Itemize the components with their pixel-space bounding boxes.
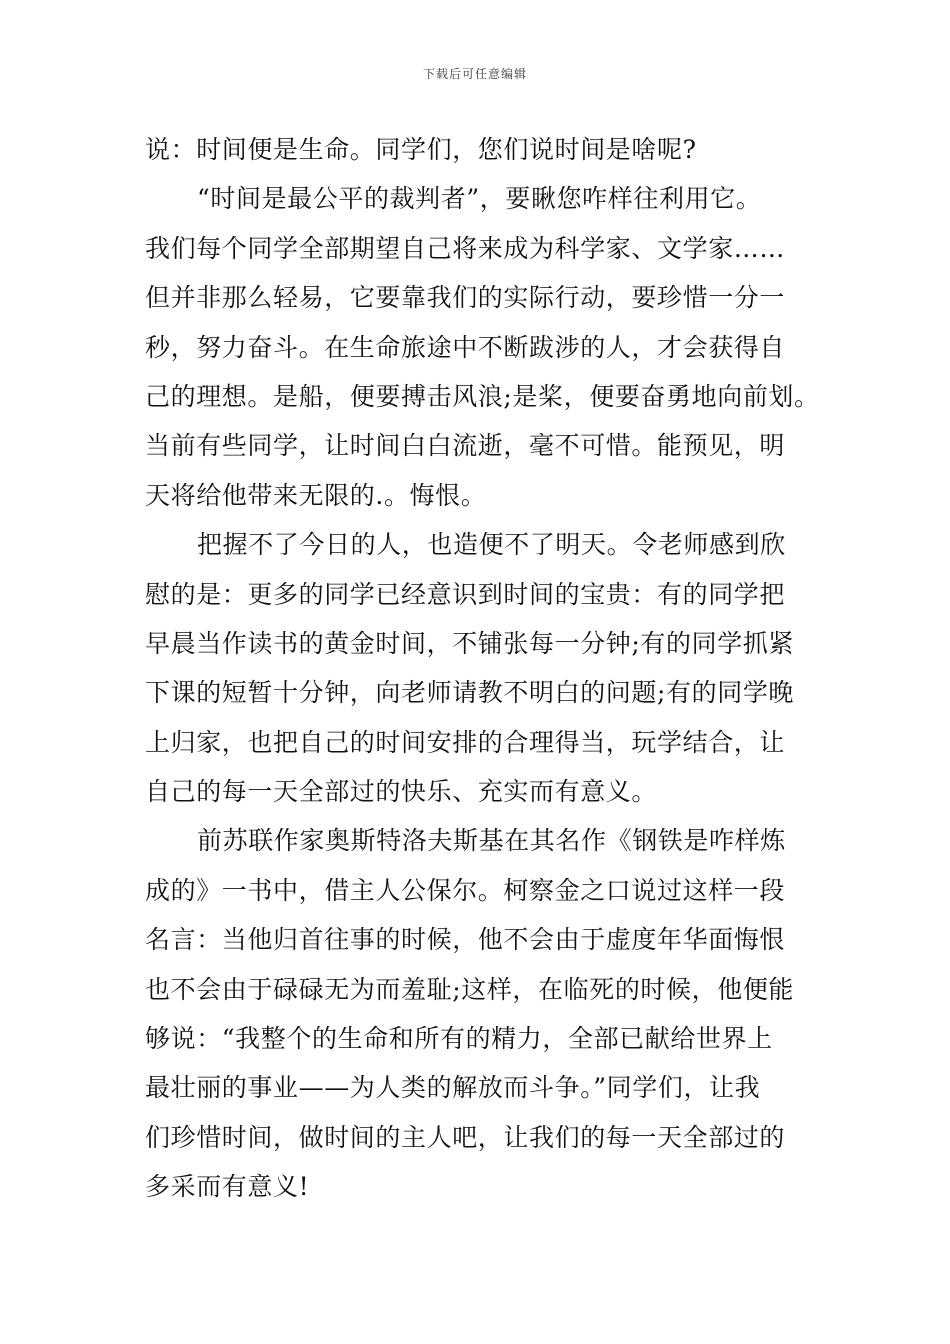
- text-line: 最壮丽的事业——为人类的解放而斗争。”同学们，让我: [145, 1073, 761, 1103]
- text-line: 我们每个同学全部期望自己将来成为科学家、文学家……: [145, 233, 786, 263]
- text-line: 天将给他带来无限的.。悔恨。: [145, 480, 487, 510]
- text-line: 成的》一书中，借主人公保尔。柯察金之口说过这样一段: [145, 875, 786, 905]
- text-line: 把握不了今日的人，也造便不了明天。令老师感到欣: [197, 530, 786, 560]
- text-line: 但并非那么轻易，它要靠我们的实际行动，要珍惜一分一: [145, 283, 786, 313]
- text-line: 慰的是：更多的同学已经意识到时间的宝贵：有的同学把: [145, 579, 786, 609]
- text-line: 下课的短暂十分钟，向老师请教不明白的问题;有的同学晚: [145, 678, 795, 708]
- page-header: 下载后可任意编辑: [422, 67, 527, 81]
- text-line: 早晨当作读书的黄金时间，不铺张每一分钟;有的同学抓紧: [145, 628, 795, 658]
- text-line: 自己的每一天全部过的快乐、充实而有意义。: [145, 777, 658, 807]
- text-line: 当前有些同学，让时间白白流逝，毫不可惜。能预见，明: [145, 431, 786, 461]
- text-line: 前苏联作家奥斯特洛夫斯基在其名作《钢铁是咋样炼: [197, 826, 786, 856]
- text-line: 上归家，也把自己的时间安排的合理得当，玩学结合，让: [145, 727, 786, 757]
- text-line: 多采而有意义!: [145, 1172, 310, 1202]
- text-line: 说：时间便是生命。同学们，您们说时间是啥呢?: [145, 135, 697, 164]
- document-body: [145, 128, 845, 1215]
- text-line: 们珍惜时间，做时间的主人吧，让我们的每一天全部过的: [145, 1122, 786, 1152]
- text-line: 名言：当他归首往事的时候，他不会由于虚度年华面悔恨: [145, 925, 786, 955]
- text-line: 够说：“我整个的生命和所有的精力，全部已献给世界上: [145, 1024, 773, 1054]
- text-line: “时间是最公平的裁判者”，要瞅您咋样往利用它。: [197, 184, 762, 214]
- text-line: 己的理想。是船，便要搏击风浪;是桨，便要奋勇地向前划。: [145, 381, 820, 411]
- text-line: 秒，努力奋斗。在生命旅途中不断跋涉的人，才会获得自: [145, 332, 786, 362]
- text-line: 也不会由于碌碌无为而羞耻;这样，在临死的时候，他便能: [145, 974, 795, 1004]
